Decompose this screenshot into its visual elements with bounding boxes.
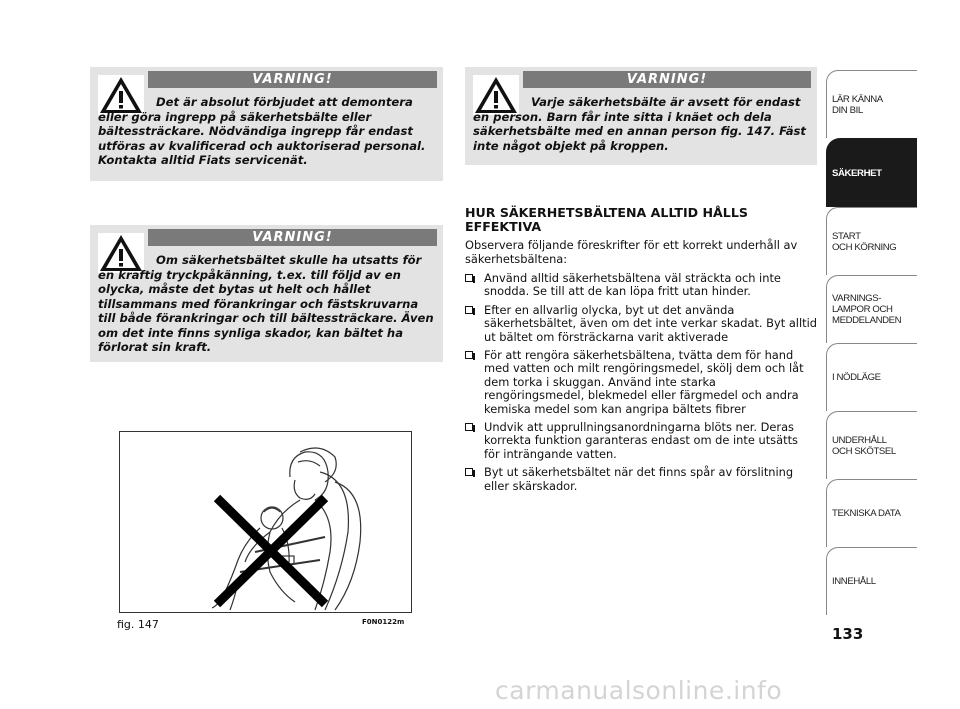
list-item: Undvik att upprullningsanordningarna blöts ner. Deras korrekta funktion garanteras endast om de inte utsätts för inträngande vatten. — [465, 421, 817, 461]
tab-sakerhet[interactable]: SÄKERHET — [826, 138, 917, 207]
tab-underhall-och-skotsel[interactable]: UNDERHÅLL OCH SKÖTSEL — [826, 411, 917, 479]
list-item: För att rengöra säkerhetsbältena, tvätta dem för hand med vatten och milt rengöringsmedel, skölj dem och låt dem torka i skuggan. Använd inte starka rengöringsmedel, blekmedel eller färgmedel och andra kemiska medel som kan angripa bältets fibrer — [465, 349, 817, 416]
list-item: Använd alltid säkerhetsbältena väl sträckta och inte snodda. Se till att de kan löpa fritt utan hinder. — [465, 272, 817, 299]
warning-heading: VARNING! — [148, 229, 437, 246]
list-item: Byt ut säkerhetsbältet när det finns spår av förslitning eller skärskador. — [465, 466, 817, 493]
warning-box-demontering — [90, 67, 443, 181]
section-title: HUR SÄKERHETSBÄLTENA ALLTID HÅLLS EFFEKTIVA — [465, 205, 748, 234]
warning-heading: VARNING! — [148, 71, 437, 88]
instruction-list — [465, 272, 817, 493]
tab-lar-kanna-din-bil[interactable]: LÄR KÄNNA DIN BIL — [826, 70, 917, 138]
warning-text: Varje säkerhetsbälte är avsett för endast en person. Barn får inte sitta i knäet och dela säkerhetsbälte med en annan person fig. 147. Fäst inte något objekt på kroppen. — [473, 95, 806, 153]
warning-box-tryckpakanning — [90, 225, 443, 362]
checkbox-bullet-icon — [465, 306, 473, 314]
tab-i-nodlage[interactable]: I NÖDLÄGE — [826, 343, 917, 411]
warning-heading: VARNING! — [523, 71, 811, 88]
warning-text: Om säkerhetsbältet skulle ha utsatts för en kraftig tryckpåkänning, t.ex. till följd av en olycka, måste det bytas ut helt och hållet tillsammans med förankringar och fästskruvarna till både förankringar och till bältessträckare. Även om det inte finns synliga skador, kan bältet ha förlorat sin kraft. — [98, 253, 434, 354]
child-on-lap-crossed-illustration — [120, 432, 411, 612]
tab-varningslampor[interactable]: VARNINGS- LAMPOR OCH MEDDELANDEN — [826, 275, 917, 343]
page-number: 133 — [832, 625, 864, 643]
list-item: Efter en allvarlig olycka, byt ut det använda säkerhetsbältet, även om det inte verkar skadat. Byt alltid ut bältet om försträckarna varit aktiverade — [465, 304, 817, 344]
warning-box-en-person — [465, 67, 817, 165]
figure-label: fig. 147 — [117, 618, 159, 631]
figure-147-illustration — [119, 431, 412, 613]
checkbox-bullet-icon — [465, 468, 473, 476]
section-intro: Observera följande föreskrifter för ett korrekt underhåll av säkerhetsbältena: — [465, 238, 798, 266]
tab-tekniska-data[interactable]: TEKNISKA DATA — [826, 479, 917, 547]
tab-start-och-korning[interactable]: START OCH KÖRNING — [826, 207, 917, 275]
tab-innehall[interactable]: INNEHÅLL — [826, 547, 917, 615]
checkbox-bullet-icon — [465, 274, 473, 282]
warning-text: Det är absolut förbjudet att demontera eller göra ingrepp på säkerhetsbälte eller bältessträckare. Nödvändiga ingrepp får endast utföras av kvalificerad och auktoriserad personal. Kontakta alltid Fiats servicenät. — [98, 95, 426, 167]
maintenance-section — [465, 206, 817, 498]
watermark: carmanualsonline.info — [495, 676, 783, 705]
checkbox-bullet-icon — [465, 423, 473, 431]
checkbox-bullet-icon — [465, 351, 473, 359]
figure-code: F0N0122m — [362, 618, 405, 626]
